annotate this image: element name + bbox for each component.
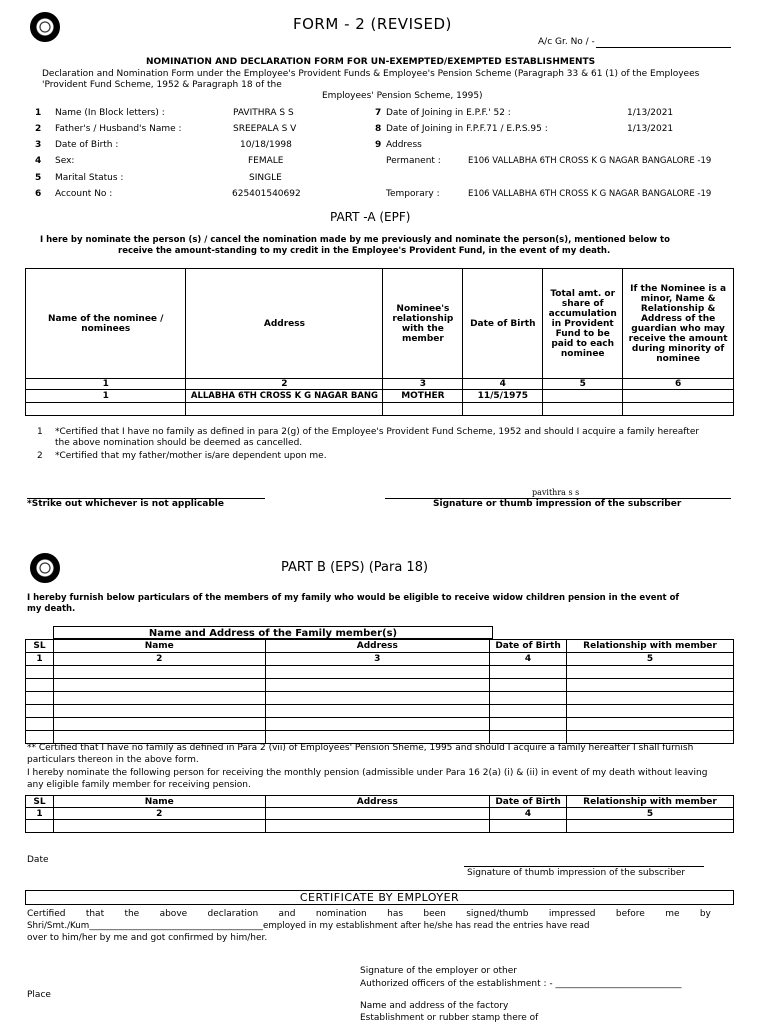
empty-cell[interactable] <box>490 820 567 833</box>
col-header-share: Total amt. or share of accumulation in Provident Fund to be paid to each nominee <box>543 269 623 379</box>
certificate-word: the <box>124 909 140 919</box>
empty-cell[interactable] <box>490 666 567 679</box>
empty-cell[interactable] <box>567 718 734 731</box>
place-label: Place <box>27 990 51 1000</box>
part-b-intro-1: I hereby furnish below particulars of the members of my family who would be eligible to receive widow children pension in the event of <box>27 593 680 603</box>
account-no-value: 625401540692 <box>232 189 301 199</box>
empty-cell[interactable] <box>490 679 567 692</box>
nominee-share-cell[interactable] <box>543 390 623 403</box>
col-header-address: Address <box>265 796 490 808</box>
note-1-number: 1 <box>37 427 43 437</box>
family-member-group-header <box>53 626 493 639</box>
column-number-row <box>26 379 734 390</box>
col-header-dob: Date of Birth <box>490 640 567 653</box>
column-number: 2 <box>53 653 265 666</box>
eps-joining-label: Date of Joining in F.P.F.71 / E.P.S.95 : <box>386 124 548 134</box>
table-row <box>26 666 734 679</box>
signature-label: Signature or thumb impression of the subscriber <box>433 499 682 509</box>
column-number: 4 <box>490 653 567 666</box>
part-a-nominee-table <box>25 268 734 416</box>
empty-cell[interactable] <box>490 731 567 744</box>
part-a-title: PART -A (EPF) <box>330 210 411 224</box>
empty-cell[interactable] <box>53 820 265 833</box>
column-number: 1 <box>26 653 54 666</box>
date-label: Date <box>27 855 49 865</box>
empty-cell[interactable] <box>53 692 265 705</box>
empty-cell[interactable] <box>53 705 265 718</box>
column-number: 5 <box>543 379 623 390</box>
certificate-word: by <box>699 909 711 919</box>
permanent-address-value: E106 VALLABHA 6TH CROSS K G NAGAR BANGALORE -19 <box>468 156 712 166</box>
epf-joining-value: 1/13/2021 <box>627 108 674 118</box>
note-1-text: *Certified that I have no family as defined in para 2(g) of the Employee's Provident Fund Scheme, 1952 and should I acquire a family hereafter <box>55 427 700 437</box>
table-header-row <box>26 269 734 379</box>
certificate-word: has <box>387 909 404 919</box>
empty-cell[interactable] <box>567 692 734 705</box>
note-1-text-cont: the above nomination should be deemed as cancelled. <box>55 438 303 448</box>
no-family-certification-2: particulars thereon in the above form. <box>27 755 199 765</box>
certificate-word: before <box>615 909 645 919</box>
subscriber-signature: pavithra s s <box>532 488 580 497</box>
father-name-label: Father's / Husband's Name : <box>55 124 182 134</box>
note-2-number: 2 <box>37 451 43 461</box>
empty-cell[interactable] <box>265 718 490 731</box>
table-header-row <box>26 640 734 653</box>
part-a-intro-2: receive the amount-standing to my credit in the Employee's Provident Fund, in the event of my death. <box>118 246 611 256</box>
empty-cell[interactable] <box>53 666 265 679</box>
detail-number: 2 <box>35 124 42 134</box>
column-number: 2 <box>186 379 383 390</box>
detail-number: 4 <box>35 156 42 166</box>
part-a-intro-1: I here by nominate the person (s) / cancel the nomination made by me previously and nominate the person(s), mentioned below to <box>40 235 670 245</box>
empty-cell[interactable] <box>26 692 54 705</box>
table-row <box>26 705 734 718</box>
subscriber-signature-label: Signature of thumb impression of the subscriber <box>467 868 686 878</box>
certificate-word: above <box>159 909 188 919</box>
address-label: Address <box>386 140 422 150</box>
note-2-text: *Certified that my father/mother is/are dependent upon me. <box>55 451 327 461</box>
empty-cell[interactable] <box>567 679 734 692</box>
col-header-sl: SL <box>26 796 54 808</box>
empty-cell[interactable] <box>26 705 54 718</box>
empty-cell[interactable] <box>26 403 186 416</box>
ac-gr-no-label: A/c Gr. No / - <box>538 37 595 47</box>
factory-name-label-1: Name and address of the factory <box>360 1001 509 1011</box>
detail-number: 8 <box>375 124 382 134</box>
detail-number: 5 <box>35 173 42 183</box>
epfo-logo-icon <box>30 553 60 583</box>
col-header-dob: Date of Birth <box>463 269 543 379</box>
certificate-word: Certified <box>27 909 66 919</box>
col-header-relationship: Relationship with member <box>567 640 734 653</box>
signature-line[interactable] <box>464 866 704 867</box>
nominee-dob-cell[interactable]: 11/5/1975 <box>463 390 543 403</box>
ac-gr-no-field[interactable] <box>596 47 731 48</box>
empty-cell[interactable] <box>265 731 490 744</box>
empty-cell[interactable] <box>490 692 567 705</box>
certificate-header <box>25 890 734 905</box>
pension-nomination-1: I hereby nominate the following person for receiving the monthly pension (admissible under Para 16 2(a) (i) & (ii) in event of my death without leaving <box>27 768 708 778</box>
empty-cell[interactable] <box>567 705 734 718</box>
empty-cell[interactable] <box>567 731 734 744</box>
empty-cell[interactable] <box>265 820 490 833</box>
col-header-sl: SL <box>26 640 54 653</box>
factory-name-label-2: Establishment or rubber stamp there of <box>360 1013 539 1023</box>
empty-cell[interactable] <box>26 731 54 744</box>
column-number: 6 <box>623 379 734 390</box>
certificate-word: that <box>85 909 105 919</box>
certificate-word: and <box>278 909 296 919</box>
column-number-row <box>26 808 734 820</box>
sex-value: FEMALE <box>248 156 284 166</box>
empty-cell[interactable] <box>265 666 490 679</box>
empty-cell[interactable] <box>567 666 734 679</box>
form-subheading-2: 'Provident Fund Scheme, 1952 & Paragraph 18 of the <box>42 80 282 90</box>
detail-number: 1 <box>35 108 42 118</box>
employer-signature-label-1: Signature of the employer or other <box>360 966 517 976</box>
table-row <box>26 692 734 705</box>
empty-cell[interactable] <box>53 718 265 731</box>
certificate-word: been <box>423 909 446 919</box>
nominee-guardian-cell[interactable] <box>623 390 734 403</box>
certificate-line-3: over to him/her by me and got confirmed by him/her. <box>27 933 268 943</box>
col-header-address: Address <box>265 640 490 653</box>
column-number: 3 <box>265 653 490 666</box>
empty-cell[interactable] <box>53 731 265 744</box>
marital-status-label: Marital Status : <box>55 173 124 183</box>
form-subheading-3: Employees' Pension Scheme, 1995) <box>322 91 483 101</box>
column-number: 5 <box>567 808 734 820</box>
column-number: 4 <box>490 808 567 820</box>
account-no-label: Account No : <box>55 189 113 199</box>
permanent-address-label: Permanent : <box>386 156 441 166</box>
form-title: FORM - 2 (REVISED) <box>293 15 452 33</box>
certificate-word: declaration <box>207 909 259 919</box>
empty-cell[interactable] <box>463 403 543 416</box>
temporary-address-value: E106 VALLABHA 6TH CROSS K G NAGAR BANGALORE -19 <box>468 189 712 199</box>
col-header-relationship: Relationship with member <box>567 796 734 808</box>
empty-cell[interactable] <box>383 403 463 416</box>
empty-cell[interactable] <box>26 820 54 833</box>
part-b-title: PART B (EPS) (Para 18) <box>281 560 429 575</box>
empty-cell[interactable] <box>265 679 490 692</box>
eps-joining-value: 1/13/2021 <box>627 124 674 134</box>
empty-cell[interactable] <box>26 718 54 731</box>
col-header-name: Name <box>53 796 265 808</box>
detail-number: 9 <box>375 140 382 150</box>
nominee-name-cell[interactable]: 1 <box>26 390 186 403</box>
empty-cell[interactable] <box>265 692 490 705</box>
col-header-address: Address <box>186 269 383 379</box>
certificate-line-2: Shri/Smt./Kum________________________________________employed in my establishment after he/she has read the entries have read <box>27 921 590 931</box>
father-name-value: SREEPALA S V <box>233 124 297 134</box>
certificate-word: me <box>665 909 680 919</box>
table-row <box>26 679 734 692</box>
table-row <box>26 820 734 833</box>
table-row <box>26 390 734 403</box>
dob-value: 10/18/1998 <box>240 140 292 150</box>
column-number: 5 <box>567 653 734 666</box>
detail-number: 3 <box>35 140 42 150</box>
name-label: Name (In Block letters) : <box>55 108 165 118</box>
nominee-relationship-cell[interactable]: MOTHER <box>383 390 463 403</box>
col-header-nominee-name: Name of the nominee / nominees <box>26 269 186 379</box>
epf-joining-label: Date of Joining in E.P.F.' 52 : <box>386 108 511 118</box>
col-header-dob: Date of Birth <box>490 796 567 808</box>
col-header-guardian: If the Nominee is a minor, Name & Relationship & Address of the guardian who may receive the amount during minority of nominee <box>623 269 734 379</box>
empty-cell[interactable] <box>186 403 383 416</box>
column-number: 4 <box>463 379 543 390</box>
pension-nominee-table <box>25 795 734 833</box>
column-number-row <box>26 653 734 666</box>
nominee-address-cell[interactable]: ALLABHA 6TH CROSS K G NAGAR BANG <box>186 390 383 403</box>
empty-cell[interactable] <box>53 679 265 692</box>
column-number <box>265 808 490 820</box>
family-member-group-title: Name and Address of the Family member(s) <box>148 628 398 639</box>
name-value: PAVITHRA S S <box>233 108 294 118</box>
empty-cell[interactable] <box>490 705 567 718</box>
epfo-logo-icon <box>30 12 60 42</box>
form-heading: NOMINATION AND DECLARATION FORM FOR UN-EXEMPTED/EXEMPTED ESTABLISHMENTS <box>146 57 596 67</box>
empty-cell[interactable] <box>490 718 567 731</box>
detail-number: 7 <box>375 108 382 118</box>
column-number: 1 <box>26 808 54 820</box>
empty-cell[interactable] <box>543 403 623 416</box>
col-header-relationship: Nominee's relationship with the member <box>383 269 463 379</box>
dob-label: Date of Birth : <box>55 140 119 150</box>
table-row <box>26 403 734 416</box>
empty-cell[interactable] <box>623 403 734 416</box>
empty-cell[interactable] <box>26 666 54 679</box>
temporary-address-label: Temporary : <box>386 189 440 199</box>
form-subheading-1: Declaration and Nomination Form under the Employee's Provident Funds & Employee's Pension Scheme (Paragraph 33 & 61 (1) of the Employees <box>42 69 700 79</box>
certificate-title: CERTIFICATE BY EMPLOYER <box>299 891 460 904</box>
table-row <box>26 731 734 744</box>
table-row <box>26 718 734 731</box>
employer-signature-label-2: Authorized officers of the establishment : - ____________________________ <box>360 979 682 989</box>
family-members-table <box>25 639 734 744</box>
part-b-intro-2: my death. <box>27 604 76 614</box>
column-number: 3 <box>383 379 463 390</box>
empty-cell[interactable] <box>567 820 734 833</box>
certificate-word: impressed <box>548 909 596 919</box>
col-header-name: Name <box>53 640 265 653</box>
no-family-certification-1: ** Certified that I have no family as defined in Para 2 (vii) of Employees' Pension Sheme, 1995 and should I acquire a family hereafter I shall furnish <box>27 743 694 753</box>
column-number: 1 <box>26 379 186 390</box>
strike-out-note: *Strike out whichever is not applicable <box>27 499 224 509</box>
empty-cell[interactable] <box>26 679 54 692</box>
empty-cell[interactable] <box>265 705 490 718</box>
detail-number: 6 <box>35 189 42 199</box>
sex-label: Sex: <box>55 156 75 166</box>
table-header-row <box>26 796 734 808</box>
certificate-word: signed/thumb <box>466 909 529 919</box>
pension-nomination-2: any eligible family member for receiving pension. <box>27 780 251 790</box>
marital-status-value: SINGLE <box>249 173 282 183</box>
column-number: 2 <box>53 808 265 820</box>
certificate-word: nomination <box>315 909 367 919</box>
certificate-line-1 <box>27 909 711 919</box>
